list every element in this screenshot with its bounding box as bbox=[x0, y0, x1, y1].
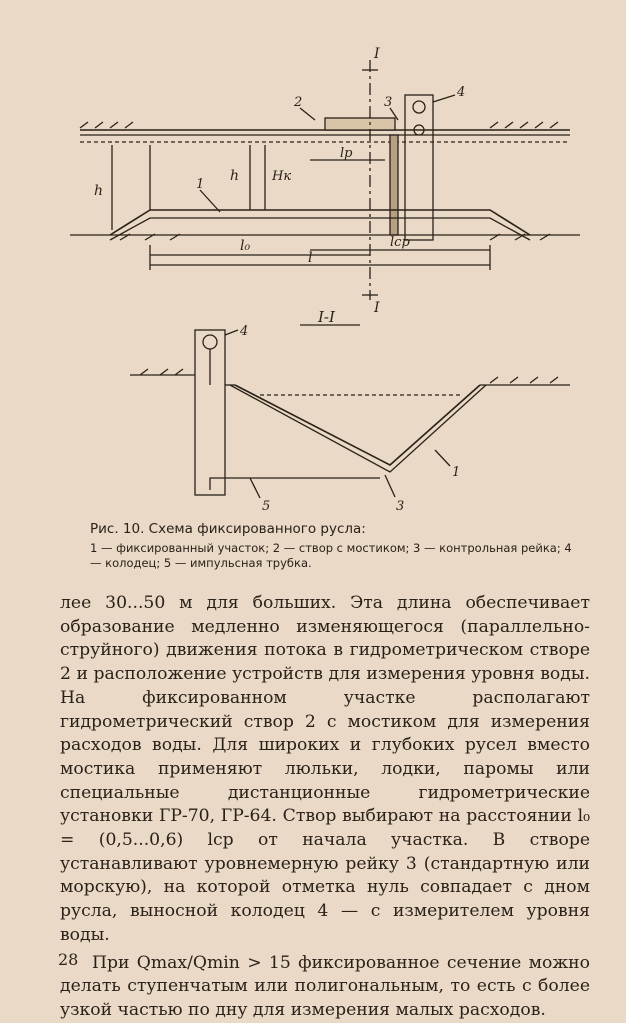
figure-caption bbox=[90, 520, 580, 571]
label-lp: lр bbox=[340, 146, 353, 161]
label-h-left: h bbox=[94, 183, 104, 199]
label-2: 2 bbox=[294, 95, 303, 110]
section-title: I-I bbox=[318, 308, 335, 326]
label-4: 4 bbox=[457, 85, 466, 100]
section-top-label: I bbox=[374, 46, 380, 62]
section-bottom-label: I bbox=[374, 300, 380, 316]
channel-diagram bbox=[50, 40, 610, 520]
label-5: 5 bbox=[262, 499, 271, 514]
label-3-section: 3 bbox=[396, 499, 405, 514]
label-1: 1 bbox=[196, 177, 205, 192]
figure-10 bbox=[50, 40, 610, 520]
paragraph-1: лее 30...50 м для больших. Эта длина обеспечивает образование медленно изменяющегося (параллельно-струйного) движения потока в гидрометрическом створе 2 и расположение устройств для измерения уровня воды. На фиксированном участке располагают гидрометрический створ 2 с мостиком для измерения расходов воды. Для широких и глубоких русел вместо мостика применяют люльки, лодки, паромы или специальные дистанционные гидрометрические установки ГР-70, ГР-64. Створ выбирают на расстоянии l₀ = (0,5...0,6) lср от начала участка. В створе устанавливают уровнемерную рейку 3 (стандартную или морскую), на которой отметка нуль совпадает с дном русла, выносной колодец 4 — с измерителем уровня воды. bbox=[60, 593, 590, 945]
caption-legend: 1 — фиксированный участок; 2 — створ с мостиком; 3 — контрольная рейка; 4 — колодец; 5 — импульсная трубка. bbox=[90, 541, 572, 570]
page-number: 28 bbox=[58, 950, 79, 969]
label-l: l bbox=[308, 250, 313, 266]
paragraph-2: При Qmax/Qmin > 15 фиксированное сечение можно делать ступенчатым или полигональным, то есть с более узкой частью по дну для измерения малых расходов. bbox=[60, 952, 590, 1020]
label-hk: Hк bbox=[272, 169, 292, 184]
caption-title: Рис. 10. Схема фиксированного русла: bbox=[90, 521, 366, 537]
label-3: 3 bbox=[384, 95, 393, 110]
label-lcp: lср bbox=[390, 235, 410, 250]
label-4-section: 4 bbox=[240, 324, 249, 339]
label-1-section: 1 bbox=[452, 465, 461, 480]
label-h-mid: h bbox=[230, 168, 240, 184]
body-text bbox=[60, 592, 590, 1023]
label-l0: l₀ bbox=[240, 238, 251, 254]
